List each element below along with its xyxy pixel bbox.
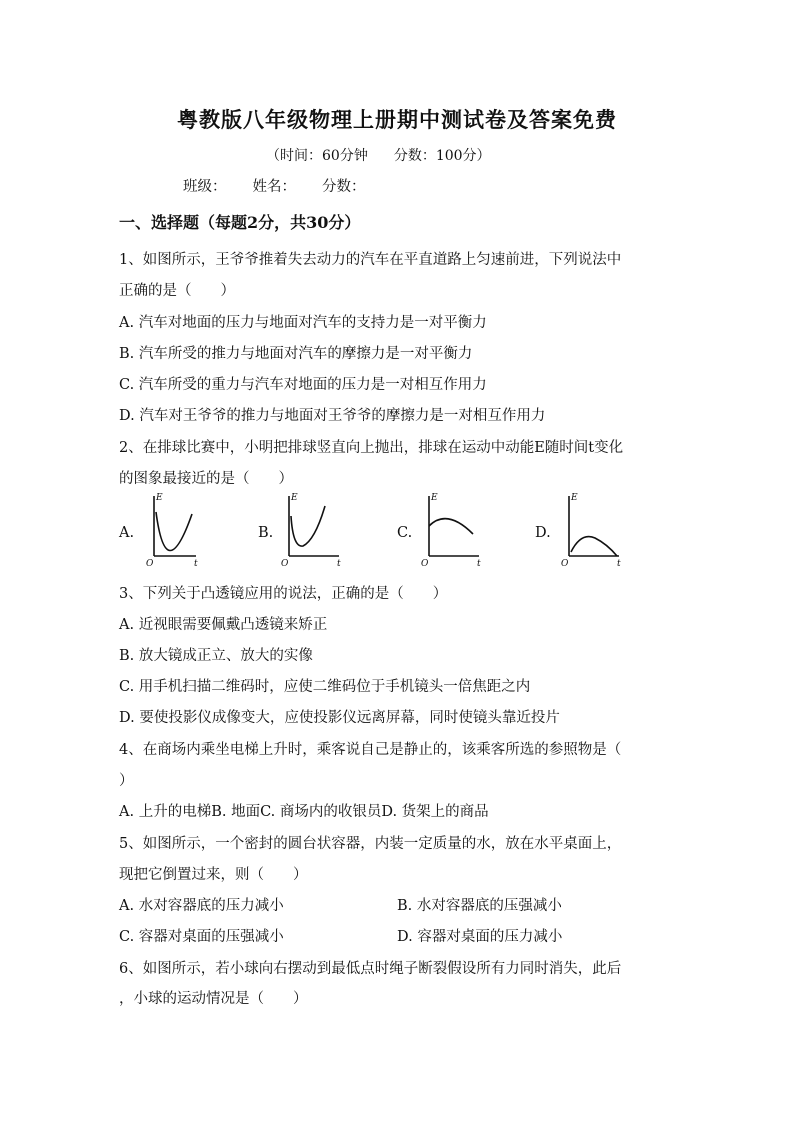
page-title: 粤教版八年级物理上册期中测试卷及答案免费 <box>177 107 617 132</box>
q3-option-b: B. 放大镜成正立、放大的实像 <box>119 648 313 664</box>
student-info <box>183 175 392 196</box>
q5-option-c: C. 容器对桌面的压强减小 <box>119 929 284 945</box>
q1-option-d: D. 汽车对王爷爷的推力与地面对王爷爷的摩擦力是一对相互作用力 <box>119 408 546 424</box>
q2-stem-line1: 2、在排球比赛中，小明把排球竖直向上抛出，排球在运动中动能E随时间t变化 <box>119 440 624 456</box>
svg-text:t: t <box>194 559 198 569</box>
q2-graph-a <box>146 492 204 568</box>
svg-text:E: E <box>156 493 163 503</box>
q1-stem-line2: 正确的是（ ） <box>119 283 235 299</box>
svg-text:E: E <box>571 493 578 503</box>
q2-label-c: C. <box>397 525 413 541</box>
name-label: 姓名： <box>252 179 296 195</box>
svg-text:t: t <box>477 559 481 569</box>
svg-text:O: O <box>146 559 154 569</box>
q6-stem-line1: 6、如图所示，若小球向右摆动到最低点时绳子断裂假设所有力同时消失，此后 <box>119 961 622 977</box>
svg-text:E: E <box>431 493 438 503</box>
svg-text:O: O <box>421 559 429 569</box>
q1-option-a: A. 汽车对地面的压力与地面对汽车的支持力是一对平衡力 <box>119 315 487 331</box>
svg-text:O: O <box>281 559 289 569</box>
q5-option-d: D. 容器对桌面的压力减小 <box>397 929 563 945</box>
q6-stem-line2: ，小球的运动情况是（ ） <box>119 991 308 1007</box>
svg-text:t: t <box>617 559 621 569</box>
class-label: 班级： <box>183 179 227 195</box>
q4-stem-line2: ） <box>119 773 134 789</box>
q5-option-a: A. 水对容器底的压力减小 <box>119 898 284 914</box>
q5-option-b: B. 水对容器底的压强减小 <box>397 898 562 914</box>
q3-stem: 3、下列关于凸透镜应用的说法，正确的是（ ） <box>119 586 448 602</box>
q2-stem-line2: 的图象最接近的是（ ） <box>119 471 293 487</box>
q1-option-c: C. 汽车所受的重力与汽车对地面的压力是一对相互作用力 <box>119 377 487 393</box>
q3-option-a: A. 近视眼需要佩戴凸透镜来矫正 <box>119 617 328 633</box>
q2-label-d: D. <box>535 525 551 541</box>
q2-graph-b <box>281 492 347 568</box>
svg-text:E: E <box>291 493 298 503</box>
q5-stem-line2: 现把它倒置过来，则（ ） <box>119 867 308 883</box>
q4-options: A. 上升的电梯B. 地面C. 商场内的收银员D. 货架上的商品 <box>119 804 489 820</box>
score-label: 分数： <box>322 179 366 195</box>
q4-stem-line1: 4、在商场内乘坐电梯上升时，乘客说自己是静止的，该乘客所选的参照物是（ <box>119 742 622 758</box>
q1-stem-line1: 1、如图所示，王爷爷推着失去动力的汽车在平直道路上匀速前进，下列说法中 <box>119 252 622 268</box>
q2-graph-c <box>421 492 487 568</box>
q1-option-b: B. 汽车所受的推力与地面对汽车的摩擦力是一对平衡力 <box>119 346 473 362</box>
section-heading: 一、选择题（每题2分，共30分） <box>119 213 361 232</box>
q3-option-c: C. 用手机扫描二维码时，应使二维码位于手机镜头一倍焦距之内 <box>119 679 531 695</box>
score-info: 分数：100分） <box>393 148 491 164</box>
q2-graph-d <box>561 492 627 568</box>
exam-meta <box>266 145 491 165</box>
q3-option-d: D. 要使投影仪成像变大，应使投影仪远离屏幕，同时使镜头靠近投片 <box>119 710 560 726</box>
q2-label-b: B. <box>258 525 274 541</box>
q2-label-a: A. <box>119 525 135 541</box>
time-info: （时间：60分钟 <box>266 148 368 164</box>
q5-stem-line1: 5、如图所示，一个密封的圆台状容器，内装一定质量的水，放在水平桌面上， <box>119 836 622 852</box>
svg-text:O: O <box>561 559 569 569</box>
svg-text:t: t <box>337 559 341 569</box>
